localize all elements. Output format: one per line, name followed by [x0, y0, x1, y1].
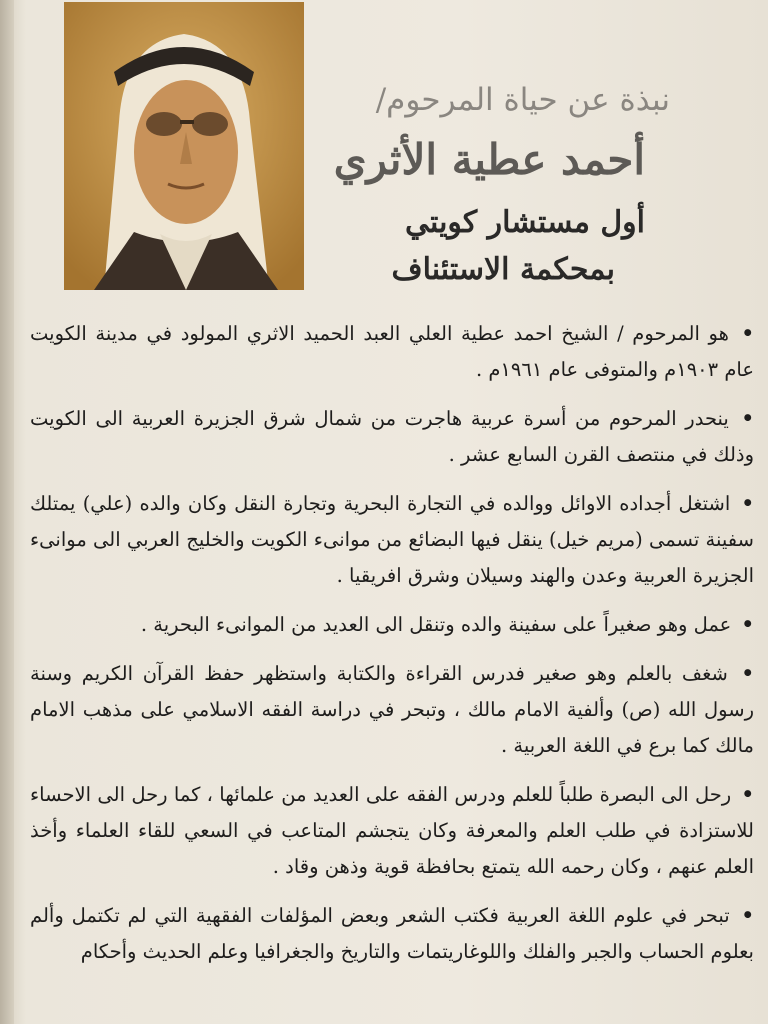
heading-intro: نبذة عن حياة المرحوم/: [375, 82, 670, 118]
bullet-icon: •: [741, 662, 754, 685]
biography-text: [30, 316, 754, 983]
bullet-icon: •: [741, 613, 754, 636]
paragraph-text: هو المرحوم / الشيخ احمد عطية العلي العبد الحميد الاثري المولود في مدينة الكويت عام ١٩٠٣م والمتوفى عام ١٩٦١م .: [30, 322, 754, 381]
paragraph: [30, 401, 754, 473]
paragraph: [30, 656, 754, 764]
book-gutter: [0, 0, 14, 1024]
paragraph-text: رحل الى البصرة طلباً للعلم ودرس الفقه على العديد من علمائها ، كما رحل الى الاحساء للاستزادة في طلب العلم والمعرفة وكان يتجشم المتاعب في السعي للقاء العلماء وأخذ العلم عنهم ، وكان رحمه الله يتمتع بحافظة قوية وذهن وقاد .: [30, 783, 754, 878]
paragraph: [30, 316, 754, 388]
title-block: [310, 80, 740, 290]
bullet-icon: •: [741, 492, 754, 515]
paragraph: [30, 486, 754, 594]
bullet-icon: •: [741, 783, 754, 806]
heading-name: أحمد عطية الأثري: [333, 135, 645, 184]
paragraph-text: اشتغل أجداده الاوائل ووالده في التجارة البحرية وتجارة النقل وكان والده (علي) يمتلك سفينة تسمى (مريم خيل) ينقل فيها البضائع من موانىء الكويت والخليج العربي الى موانىء الجزيرة العربية وعدن والهند وسيلان وشرق افريقيا .: [30, 492, 754, 587]
portrait-photo: [64, 2, 304, 290]
paragraph: [30, 607, 754, 643]
paragraph-text: شغف بالعلم وهو صغير فدرس القراءة والكتابة واستظهر حفظ القرآن الكريم وسنة رسول الله (ص) وألفية الامام مالك ، وتبحر في دراسة الفقه الاسلامي على مذهب الامام مالك كما برع في اللغة العربية .: [30, 662, 754, 757]
paragraph: [30, 898, 754, 970]
portrait-photo-icon: [64, 2, 304, 290]
heading-subtitle-line1: أول مستشار كويتي: [405, 205, 645, 240]
bullet-icon: •: [741, 322, 754, 345]
heading-subtitle-line2: بمحكمة الاستئناف: [391, 252, 615, 287]
paragraph-text: عمل وهو صغيراً على سفينة والده وتنقل الى العديد من الموانىء البحرية .: [140, 613, 732, 636]
paragraph-text: تبحر في علوم اللغة العربية فكتب الشعر وبعض المؤلفات الفقهية التي لم تكتمل وألم بعلوم الحساب والجبر والفلك واللوغاريتمات والتاريخ والجغرافيا وعلم الحديث وأحكام: [30, 904, 754, 963]
bullet-icon: •: [741, 407, 754, 430]
paragraph: [30, 777, 754, 885]
paragraph-text: ينحدر المرحوم من أسرة عربية هاجرت من شمال شرق الجزيرة العربية الى الكويت وذلك في منتصف القرن السابع عشر .: [30, 407, 754, 466]
bullet-icon: •: [741, 904, 754, 927]
